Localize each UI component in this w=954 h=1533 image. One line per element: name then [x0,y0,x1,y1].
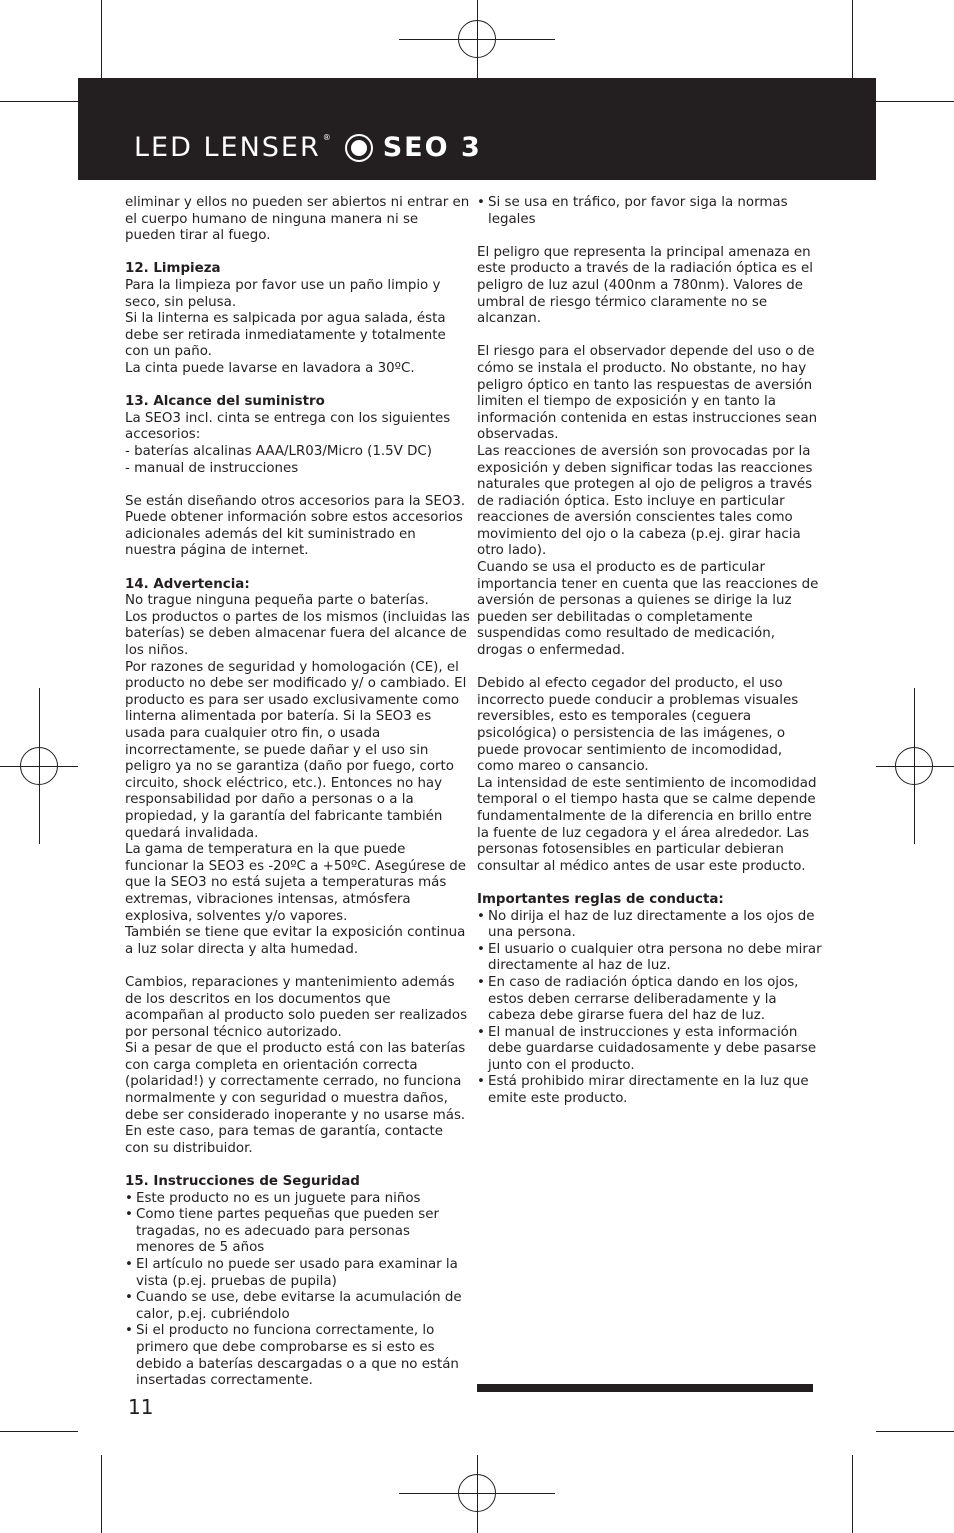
paragraph: Si la linterna es salpicada por agua salada, ésta debe ser retirada inmediatamente y totalmente con un paño. [125,311,446,360]
paragraph-group [477,344,822,659]
list-item: • Si se usa en tráfico, por favor siga la normas legales [477,195,822,228]
paragraph: Cuando se usa el producto es de particular importancia tener en cuenta que las reacciones de aversión de personas a quienes se dirige la luz pueden ser debilitadas o completamente suspendidas como resultado de medicación, drogas o enfermedad. [477,560,819,659]
bullet-list [125,1191,470,1390]
section-warning [125,577,470,959]
model-name: SEO 3 [382,132,482,163]
right-column [477,195,822,1124]
page-number: 11 [128,1395,154,1419]
left-column [125,195,470,1406]
crop-mark [876,1431,954,1432]
paragraph-group [125,975,470,1158]
registration-mark-circle [458,20,496,58]
list-item: • Como tiene partes pequeñas que pueden ser tragadas, no es adecuado para personas menores de 5 años [125,1207,470,1257]
header-band [78,78,876,180]
paragraph: Cambios, reparaciones y mantenimiento además de los descritos en los documentos que acompañan al producto solo pueden ser realizados por personal técnico autorizado. [125,974,468,1040]
list-item: - manual de instrucciones [125,460,299,476]
list-item: • Está prohibido mirar directamente en la luz que emite este producto. [477,1074,822,1107]
registration-mark-circle [458,1474,496,1512]
section-title: 12. Limpieza [125,261,221,277]
bullet-list [477,909,822,1108]
bullet-list [477,195,822,228]
section-supply [125,394,470,477]
crop-mark [852,1455,853,1533]
section-title: 14. Advertencia: [125,576,250,592]
list-item: - baterías alcalinas AAA/LR03/Micro (1.5V DC) [125,443,432,459]
list-item: • No dirija el haz de luz directamente a los ojos de una persona. [477,909,822,942]
paragraph: Los productos o partes de los mismos (incluidas las baterías) se deben almacenar fuera del alcance de los niños. [125,609,470,659]
list-item: • El usuario o cualquier otra persona no debe mirar directamente al haz de luz. [477,942,822,975]
list-item: • En caso de radiación óptica dando en los ojos, estos deben cerrarse deliberadamente y la cabeza debe girarse fuera del haz de luz. [477,975,822,1025]
lens-icon [345,134,373,162]
paragraph: Se están diseñando otros accesorios para la SEO3. Puede obtener información sobre estos accesorios adicionales además del kit suministrado en nuestra página de internet. [125,493,466,559]
list-item: • El manual de instrucciones y esta información debe guardarse cuidadosamente y debe pasarse junto con el producto. [477,1025,822,1075]
paragraph: La cinta puede lavarse en lavadora a 30ºC. [125,360,415,376]
brand-name: LED LENSER [134,132,321,163]
crop-mark [876,101,954,102]
section-title: 15. Instrucciones de Seguridad [125,1174,360,1190]
intro-paragraph: eliminar y ellos no pueden ser abiertos ni entrar en el cuerpo humano de ninguna manera ni se pueden tirar al fuego. [125,195,470,244]
crop-mark [0,101,78,102]
paragraph: El peligro que representa la principal amenaza en este producto a través de la radiación óptica es el peligro de luz azul (400nm a 780nm). Valores de umbral de riesgo térmico claramente no se alcanzan. [477,244,813,327]
list-item: • Si el producto no funciona correctamente, lo primero que debe comprobarse es si esto es debido a baterías descargadas o a que no están insertadas correctamente. [125,1323,470,1389]
paragraph: El riesgo para el observador depende del uso o de cómo se instala el producto. No obstante, no hay peligro óptico en tanto las respuestas de aversión limiten el tiempo de exposición y en tanto la información contenida en estas instrucciones sean observadas. [477,344,818,443]
registered-mark: ® [322,133,333,142]
section-conduct-rules [477,892,822,1108]
registration-mark-circle [895,747,933,785]
section-safety [125,1174,470,1390]
list-item: • Este producto no es un juguete para niños [125,1191,470,1208]
section-title: 13. Alcance del suministro [125,394,325,410]
footer-rule [477,1384,813,1392]
section-title: Importantes reglas de conducta: [477,891,724,907]
paragraph: Por razones de seguridad y homologación (CE), el producto no debe ser modificado y/ o cambiado. El producto es para ser usado exclusivamente como linterna alimentada por batería. Si la SEO3 es usada para cualquier otro fin, o usada incorrectamente, se puede dañar y el uso sin peligro ya no se garantiza (daño por fuego, corto circuito, shock eléctrico, etc.). Entonces no hay responsabilidad por daño a personas o a la propiedad, y la garantía del fabricante también quedará invalidada. [125,659,467,841]
paragraph: No trague ninguna pequeña parte o baterías. [125,593,429,609]
section-cleaning [125,261,470,377]
paragraph: Las reacciones de aversión son provocadas por la exposición y deben significar todas las reacciones naturales que protegen al ojo de peligros a través de radiación óptica. Esto incluye en particular reacciones de aversión conscientes tales como movimiento del ojo o la cabeza (p.ej. girar hacia otro lado). [477,443,813,559]
brand-logo [134,132,482,163]
registration-mark-circle [20,747,58,785]
paragraph: Debido al efecto cegador del producto, el uso incorrecto puede conducir a problemas visuales reversibles, esto es temporales (ceguera psicológica) o persistencia de las imágenes, o puede provocar sentimiento de incomodidad, como mareo o cansancio. [477,676,799,775]
crop-mark [101,0,102,78]
paragraph: La intensidad de este sentimiento de incomodidad temporal o el tiempo hasta que se calme depende fundamentalmente de la diferencia en brillo entre la fuente de luz cegadora y el área alrededor. Las personas fotosensibles en particular debieran consultar al médico antes de usar este producto. [477,775,817,874]
paragraph: Si a pesar de que el producto está con las baterías con carga completa en orientación correcta (polaridad!) y correctamente cerrado, no funciona normalmente y con seguridad o muestra daños, debe ser considerado inoperante y no usarse más. En este caso, para temas de garantía, contacte con su distribuidor. [125,1041,466,1156]
crop-mark [0,1431,78,1432]
paragraph: También se tiene que evitar la exposición continua a luz solar directa y alta humedad. [125,925,466,957]
paragraph: La SEO3 incl. cinta se entrega con los siguientes accesorios: [125,410,451,443]
crop-mark [101,1455,102,1533]
list-item: • El artículo no puede ser usado para examinar la vista (p.ej. pruebas de pupila) [125,1257,470,1290]
paragraph: Para la limpieza por favor use un paño limpio y seco, sin pelusa. [125,277,441,310]
paragraph: La gama de temperatura en la que puede funcionar la SEO3 es -20ºC a +50ºC. Asegúrese de que la SEO3 no está sujeta a temperaturas más extremas, vibraciones intensas, atmósfera explosiva, solventes y/o vapores. [125,842,467,924]
list-item: • Cuando se use, debe evitarse la acumulación de calor, p.ej. cubriéndolo [125,1290,470,1323]
crop-mark [852,0,853,78]
paragraph-group [477,676,822,875]
